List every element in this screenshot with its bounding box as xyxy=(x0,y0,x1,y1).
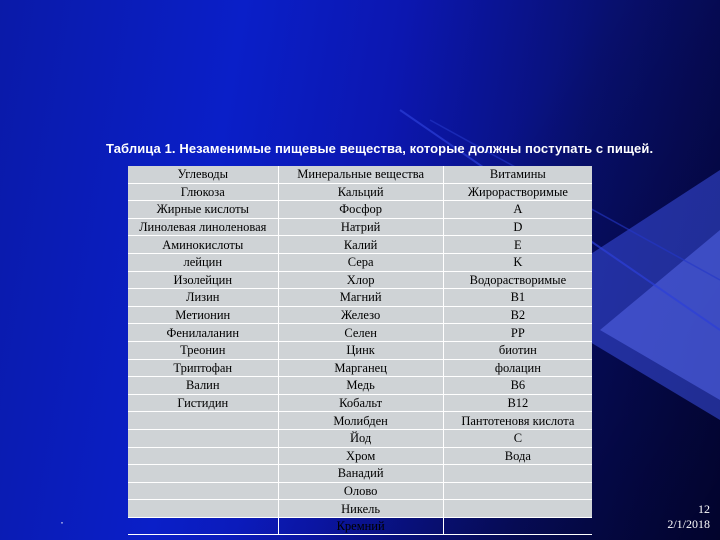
table-row xyxy=(128,166,592,183)
table-cell-c2: Натрий xyxy=(278,218,443,236)
page-number: 12 xyxy=(698,502,710,516)
table-cell-c1 xyxy=(128,447,278,465)
table-cell-c3: Пантотеновя кислота xyxy=(443,412,592,430)
table-cell-c1 xyxy=(128,517,278,535)
table-cell-c3: E xyxy=(443,236,592,254)
table-row xyxy=(128,465,592,483)
table-cell-c1: Углеводы xyxy=(128,166,278,183)
table-cell-c3: B2 xyxy=(443,306,592,324)
table-cell-c3: C xyxy=(443,429,592,447)
bullet-mark: · xyxy=(60,515,64,529)
table-row xyxy=(128,253,592,271)
table-cell-c1 xyxy=(128,429,278,447)
table-row xyxy=(128,377,592,395)
table-row xyxy=(128,359,592,377)
table-cell-c2: Кальций xyxy=(278,183,443,201)
table-cell-c2: Сера xyxy=(278,253,443,271)
table-row xyxy=(128,289,592,307)
table-cell-c1 xyxy=(128,412,278,430)
table-cell-c2: Калий xyxy=(278,236,443,254)
nutrients-table xyxy=(128,166,592,534)
table-cell-c3: B6 xyxy=(443,377,592,395)
slide-date: 2/1/2018 xyxy=(667,517,710,531)
table-cell-c2: Магний xyxy=(278,289,443,307)
table-cell-c1: Валин xyxy=(128,377,278,395)
table-cell-c2: Кобальт xyxy=(278,394,443,412)
table-row xyxy=(128,429,592,447)
table-row xyxy=(128,183,592,201)
table-cell-c2: Фосфор xyxy=(278,201,443,219)
table-cell-c3: Вода xyxy=(443,447,592,465)
table-cell-c1: Линолевая линоленовая xyxy=(128,218,278,236)
table-cell-c3: B12 xyxy=(443,394,592,412)
table-cell-c1: Гистидин xyxy=(128,394,278,412)
table-cell-c1: Глюкоза xyxy=(128,183,278,201)
slide-title: Таблица 1. Незаменимые пищевые вещества, которые должны поступать с пищей. xyxy=(106,141,654,156)
table-cell-c3: Водорастворимые xyxy=(443,271,592,289)
table-cell-c3: K xyxy=(443,253,592,271)
table-row xyxy=(128,517,592,535)
table-cell-c2: Никель xyxy=(278,500,443,518)
table-cell-c2: Ванадий xyxy=(278,465,443,483)
table-cell-c1: Аминокислоты xyxy=(128,236,278,254)
table-row xyxy=(128,341,592,359)
table-cell-c2: Цинк xyxy=(278,341,443,359)
table-row xyxy=(128,412,592,430)
table-cell-c3 xyxy=(443,500,592,518)
table-cell-c1 xyxy=(128,482,278,500)
table-cell-c3: PP xyxy=(443,324,592,342)
table-cell-c3 xyxy=(443,482,592,500)
table-cell-c2: Олово xyxy=(278,482,443,500)
table-row xyxy=(128,218,592,236)
table-cell-c2: Хром xyxy=(278,447,443,465)
table-row xyxy=(128,482,592,500)
table-cell-c1: Метионин xyxy=(128,306,278,324)
table-cell-c2: Кремний xyxy=(278,517,443,535)
table-cell-c2: Селен xyxy=(278,324,443,342)
table-cell-c1: Треонин xyxy=(128,341,278,359)
table-cell-c1 xyxy=(128,465,278,483)
table-cell-c3: D xyxy=(443,218,592,236)
table-cell-c3: фолацин xyxy=(443,359,592,377)
table-row xyxy=(128,236,592,254)
table-row xyxy=(128,201,592,219)
table-row xyxy=(128,324,592,342)
table-cell-c2: Железо xyxy=(278,306,443,324)
table-row xyxy=(128,306,592,324)
table-cell-c2: Йод xyxy=(278,429,443,447)
table-cell-c1: Жирные кислоты xyxy=(128,201,278,219)
table-cell-c1: лейцин xyxy=(128,253,278,271)
table-cell-c3: Витамины xyxy=(443,166,592,183)
nutrients-table-grid xyxy=(128,166,592,535)
table-row xyxy=(128,394,592,412)
table-cell-c3 xyxy=(443,465,592,483)
table-cell-c1: Фенилаланин xyxy=(128,324,278,342)
table-cell-c3: A xyxy=(443,201,592,219)
table-cell-c3: Жирорастворимые xyxy=(443,183,592,201)
table-row xyxy=(128,500,592,518)
table-cell-c1 xyxy=(128,500,278,518)
table-cell-c1: Триптофан xyxy=(128,359,278,377)
table-cell-c3 xyxy=(443,517,592,535)
table-cell-c1: Лизин xyxy=(128,289,278,307)
table-cell-c1: Изолейцин xyxy=(128,271,278,289)
table-row xyxy=(128,447,592,465)
table-cell-c3: биотин xyxy=(443,341,592,359)
table-cell-c2: Молибден xyxy=(278,412,443,430)
table-cell-c2: Хлор xyxy=(278,271,443,289)
table-cell-c2: Минеральные вещества xyxy=(278,166,443,183)
table-cell-c3: B1 xyxy=(443,289,592,307)
table-cell-c2: Марганец xyxy=(278,359,443,377)
table-cell-c2: Медь xyxy=(278,377,443,395)
table-row xyxy=(128,271,592,289)
